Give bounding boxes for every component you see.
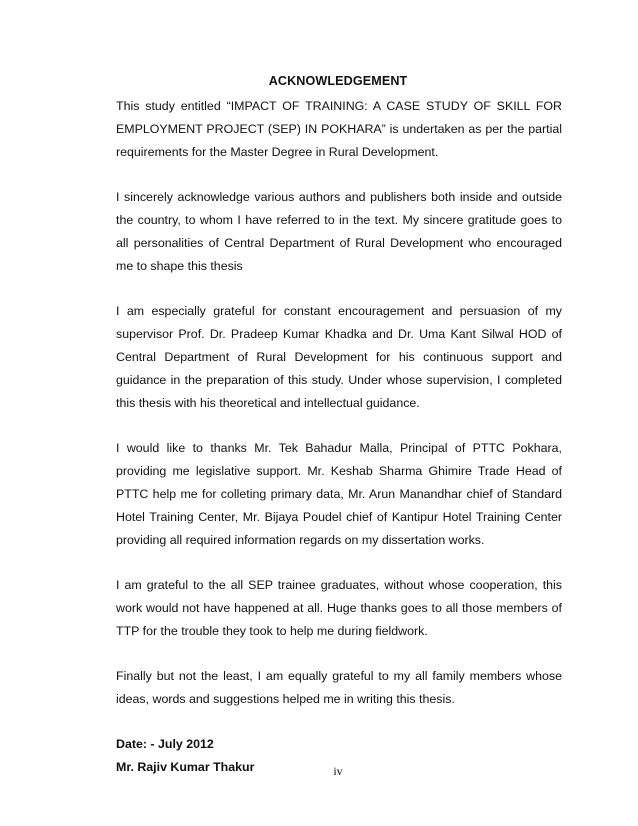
page-number: iv	[333, 764, 343, 778]
paragraph-pttc-support: I would like to thanks Mr. Tek Bahadur Malla, Principal of PTTC Pokhara, providing me legislative support. Mr. Keshab Sharma Ghimire Trade Head of PTTC help me for colleting primary data, Mr. Arun Manandhar chief of Standard Hotel Training Center, Mr. Bijaya Poudel chief of Kantipur Hotel Training Center providing all required information regards on my dissertation works.	[116, 441, 562, 547]
paragraph-family: Finally but not the least, I am equally grateful to my all family members whose ideas, words and suggestions helped me in writing this thesis.	[116, 669, 562, 706]
paragraph-supervisors: I am especially grateful for constant encouragement and persuasion of my supervisor Prof. Dr. Pradeep Kumar Khadka and Dr. Uma Kant Silwal HOD of Central Department of Rural Development for his continuous support and guidance in the preparation of this study. Under whose supervision, I completed this thesis with his theoretical and intellectual guidance.	[116, 304, 562, 410]
paragraph-authors: I sincerely acknowledge various authors and publishers both inside and outside the country, to whom I have referred to in the text. My sincere gratitude goes to all personalities of Central Department of Rural Development who encouraged me to shape this thesis	[116, 190, 562, 273]
paragraph-study-title: This study entitled “IMPACT OF TRAINING: A CASE STUDY OF SKILL FOR EMPLOYMENT PROJECT (SEP) IN POKHARA” is undertaken as per the partial requirements for the Master Degree in Rural Development.	[116, 99, 562, 159]
page-title: ACKNOWLEDGEMENT	[268, 74, 408, 88]
paragraph-trainees: I am grateful to the all SEP trainee graduates, without whose cooperation, this work would not have happened at all. Huge thanks goes to all those members of TTP for the trouble they took to help me during fieldwork.	[116, 578, 562, 638]
date-line: Date: - July 2012	[116, 737, 214, 751]
document-body	[116, 95, 562, 779]
author-name: Mr. Rajiv Kumar Thakur	[116, 760, 255, 774]
